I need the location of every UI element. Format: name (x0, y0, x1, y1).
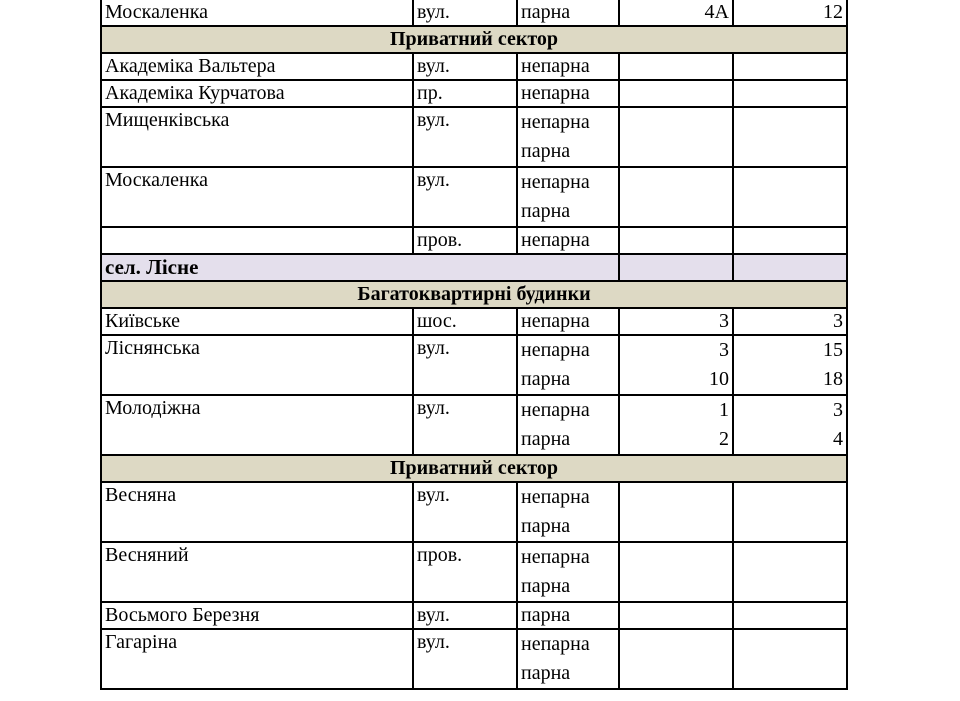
table-row (101, 335, 847, 395)
parity-cell-line: парна (521, 428, 571, 450)
house-to-cell-line (734, 543, 846, 572)
house-from-cell (619, 53, 733, 80)
address-table-body (101, 0, 847, 689)
street-name-cell: Москаленка (101, 167, 413, 227)
house-to-cell (733, 602, 847, 629)
house-from-cell (619, 482, 733, 542)
street-name-cell (101, 227, 413, 254)
parity-cell-line: непарна (521, 399, 590, 421)
house-to-cell-line (734, 197, 846, 226)
street-name-cell: Гагаріна (101, 629, 413, 689)
house-to-cell-line: 4 (833, 428, 843, 450)
street-type-cell: пр. (413, 80, 517, 107)
house-from-cell: 3 (619, 308, 733, 335)
street-type-cell: пров. (413, 542, 517, 602)
street-name-cell: Восьмого Березня (101, 602, 413, 629)
house-from-cell (619, 602, 733, 629)
house-to-cell (733, 53, 847, 80)
parity-cell-line: парна (521, 140, 571, 162)
house-to-cell (733, 542, 847, 602)
house-from-cell-line (620, 108, 732, 137)
table-row (101, 0, 847, 26)
table-row (101, 602, 847, 629)
parity-cell: непарна (517, 53, 619, 80)
street-type-cell: вул. (413, 395, 517, 455)
street-name-cell: Молодіжна (101, 395, 413, 455)
street-type-cell: вул. (413, 167, 517, 227)
section-title: Приватний сектор (101, 26, 847, 53)
parity-cell (517, 482, 619, 542)
table-row (101, 629, 847, 689)
house-from-cell (619, 167, 733, 227)
parity-cell: парна (517, 602, 619, 629)
street-name-cell: Київське (101, 308, 413, 335)
house-from-cell (619, 542, 733, 602)
house-from-cell-line (620, 630, 732, 659)
section-header-row (101, 455, 847, 482)
street-name-cell: Мищенківська (101, 107, 413, 167)
parity-cell-line: непарна (521, 171, 590, 193)
house-to-cell-line (734, 630, 846, 659)
table-row (101, 227, 847, 254)
house-to-cell (733, 167, 847, 227)
parity-cell-line: парна (521, 368, 571, 390)
house-from-cell-line: 10 (709, 368, 729, 390)
section-title: Багатоквартирні будинки (101, 281, 847, 308)
street-type-cell: вул. (413, 53, 517, 80)
locality-empty-cell (733, 254, 847, 281)
street-name-cell: Весняний (101, 542, 413, 602)
house-from-cell-line: 2 (719, 428, 729, 450)
street-type-cell: шос. (413, 308, 517, 335)
parity-cell: непарна (517, 227, 619, 254)
house-to-cell-line (734, 659, 846, 688)
parity-cell (517, 395, 619, 455)
street-type-cell: вул. (413, 0, 517, 26)
house-to-cell: 3 (733, 308, 847, 335)
parity-cell-line: непарна (521, 111, 590, 133)
parity-cell-line: парна (521, 662, 571, 684)
locality-name: сел. Лісне (101, 254, 619, 281)
parity-cell-line: парна (521, 575, 571, 597)
house-from-cell-line (620, 512, 732, 541)
house-from-cell-line (620, 197, 732, 226)
house-to-cell-line: 3 (833, 399, 843, 421)
street-type-cell: вул. (413, 335, 517, 395)
street-type-cell: вул. (413, 629, 517, 689)
street-type-cell: вул. (413, 482, 517, 542)
house-to-cell: 12 (733, 0, 847, 26)
parity-cell-line: парна (521, 515, 571, 537)
house-from-cell-line: 3 (719, 339, 729, 361)
parity-cell (517, 167, 619, 227)
house-from-cell (619, 629, 733, 689)
house-to-cell (733, 80, 847, 107)
house-from-cell-line (620, 543, 732, 572)
house-to-cell (733, 335, 847, 395)
table-row (101, 542, 847, 602)
parity-cell: непарна (517, 308, 619, 335)
parity-cell (517, 107, 619, 167)
house-from-cell (619, 227, 733, 254)
house-to-cell-line (734, 108, 846, 137)
locality-row (101, 254, 847, 281)
house-to-cell-line (734, 483, 846, 512)
house-from-cell-line: 1 (719, 399, 729, 421)
house-to-cell (733, 629, 847, 689)
address-table (100, 0, 848, 690)
house-to-cell-line (734, 168, 846, 197)
house-from-cell-line (620, 659, 732, 688)
house-from-cell (619, 395, 733, 455)
table-row (101, 107, 847, 167)
parity-cell-line: парна (521, 200, 571, 222)
parity-cell-line: непарна (521, 633, 590, 655)
parity-cell (517, 629, 619, 689)
parity-cell: парна (517, 0, 619, 26)
table-row (101, 482, 847, 542)
house-to-cell-line: 15 (823, 339, 843, 361)
house-from-cell-line (620, 137, 732, 166)
street-name-cell: Ліснянська (101, 335, 413, 395)
parity-cell (517, 335, 619, 395)
section-title: Приватний сектор (101, 455, 847, 482)
address-table-sheet (100, 0, 846, 690)
street-name-cell: Весняна (101, 482, 413, 542)
house-from-cell (619, 80, 733, 107)
parity-cell (517, 542, 619, 602)
parity-cell-line: непарна (521, 486, 590, 508)
parity-cell: непарна (517, 80, 619, 107)
street-type-cell: пров. (413, 227, 517, 254)
table-row (101, 395, 847, 455)
table-row (101, 80, 847, 107)
locality-empty-cell (619, 254, 733, 281)
street-name-cell: Академіка Вальтера (101, 53, 413, 80)
street-name-cell: Академіка Курчатова (101, 80, 413, 107)
house-from-cell-line (620, 483, 732, 512)
section-header-row (101, 26, 847, 53)
house-to-cell-line (734, 572, 846, 601)
house-from-cell-line (620, 572, 732, 601)
street-name-cell: Москаленка (101, 0, 413, 26)
street-type-cell: вул. (413, 107, 517, 167)
house-to-cell (733, 482, 847, 542)
parity-cell-line: непарна (521, 546, 590, 568)
house-to-cell (733, 395, 847, 455)
table-row (101, 167, 847, 227)
house-to-cell-line (734, 137, 846, 166)
street-type-cell: вул. (413, 602, 517, 629)
house-from-cell (619, 107, 733, 167)
house-from-cell (619, 335, 733, 395)
parity-cell-line: непарна (521, 339, 590, 361)
house-to-cell-line (734, 512, 846, 541)
house-from-cell-line (620, 168, 732, 197)
section-header-row (101, 281, 847, 308)
table-row (101, 308, 847, 335)
house-from-cell: 4А (619, 0, 733, 26)
house-to-cell (733, 227, 847, 254)
house-to-cell (733, 107, 847, 167)
table-row (101, 53, 847, 80)
house-to-cell-line: 18 (823, 368, 843, 390)
